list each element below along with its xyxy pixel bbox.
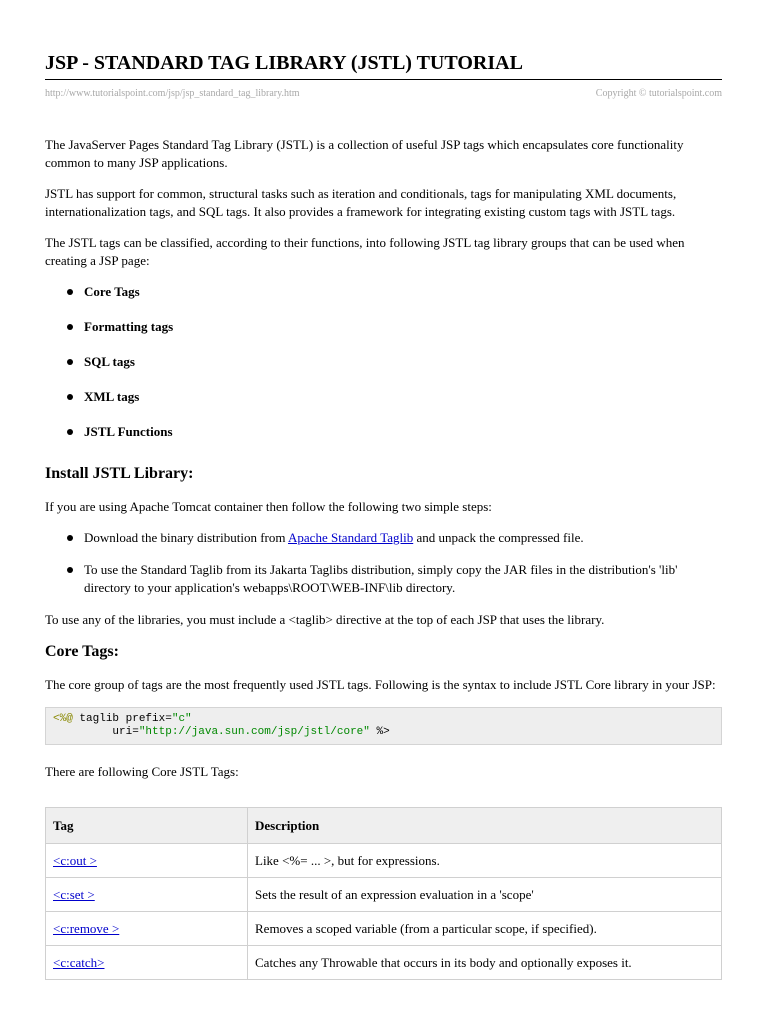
tag-link[interactable]: <c:remove > [53, 920, 120, 936]
intro-paragraph-1: The JavaServer Pages Standard Tag Library (JSTL) is a collection of useful JSP tags which encapsulates core functionality common to many JSP applications. [45, 137, 684, 170]
source-url: http://www.tutorialspoint.com/jsp/jsp_standard_tag_library.htm [45, 88, 300, 99]
page-title: JSP - STANDARD TAG LIBRARY (JSTL) TUTORIAL [45, 52, 523, 74]
table-row [46, 946, 722, 980]
apache-taglib-link[interactable]: Apache Standard Taglib [288, 530, 414, 545]
intro-paragraph-2: JSTL has support for common, structural tasks such as iteration and conditionals, tags for manipulating XML documents, internationalization tags, and SQL tags. It also provides a framework for integrating existing custom tags with JSTL tags. [45, 186, 677, 219]
code-token: %> [369, 726, 390, 738]
tag-cell [46, 946, 248, 980]
code-token: "c" [171, 713, 192, 725]
description-cell: Like <%= ... >, but for expressions. [248, 844, 722, 878]
description-cell: Removes a scoped variable (from a particular scope, if specified). [248, 912, 722, 946]
table-row [46, 912, 722, 946]
install-step-2: To use the Standard Taglib from its Jakarta Taglibs distribution, simply copy the JAR files in the distribution's 'lib' directory to your application's webapps\ROOT\WEB-INF\lib directory. [45, 561, 722, 597]
code-token: taglib prefix= [72, 713, 172, 725]
step-text: Download the binary distribution from [84, 530, 289, 545]
core-paragraph: The core group of tags are the most frequently used JSTL tags. Following is the syntax to include JSTL Core library in your JSP: [45, 677, 716, 692]
column-header-description: Description [248, 808, 722, 844]
tag-link[interactable]: <c:catch> [53, 954, 105, 970]
core-tags-intro: There are following Core JSTL Tags: [45, 764, 239, 779]
table-row [46, 878, 722, 912]
code-block [45, 707, 722, 745]
install-paragraph: If you are using Apache Tomcat container then follow the following two simple steps: [45, 499, 492, 514]
tag-link[interactable]: <c:out > [53, 852, 97, 868]
tag-cell [46, 912, 248, 946]
title-divider [45, 79, 722, 80]
section-heading-core: Core Tags: [45, 643, 119, 660]
document-body [45, 136, 722, 980]
install-steps-list [45, 529, 722, 597]
list-item: Core Tags [45, 283, 722, 318]
install-step-1 [45, 529, 722, 547]
description-cell: Catches any Throwable that occurs in its body and optionally exposes it. [248, 946, 722, 980]
intro-paragraph-3: The JSTL tags can be classified, according to their functions, into following JSTL tag library groups that can be used when creating a JSP page: [45, 235, 685, 268]
list-item: JSTL Functions [45, 423, 722, 458]
code-token: uri= [53, 726, 139, 738]
core-tags-table [45, 807, 722, 980]
copyright-notice: Copyright © tutorialspoint.com [595, 88, 722, 99]
tag-cell [46, 844, 248, 878]
tag-cell [46, 878, 248, 912]
list-item: SQL tags [45, 353, 722, 388]
code-token: "http://java.sun.com/jsp/jstl/core" [138, 726, 370, 738]
table-row [46, 844, 722, 878]
column-header-tag: Tag [46, 808, 248, 844]
taglib-directive-paragraph: To use any of the libraries, you must include a <taglib> directive at the top of each JSP that uses the library. [45, 612, 605, 627]
list-item: XML tags [45, 388, 722, 423]
code-token: <%@ [53, 713, 73, 725]
table-header-row [46, 808, 722, 844]
step-text: and unpack the compressed file. [413, 530, 584, 545]
list-item: Formatting tags [45, 318, 722, 353]
section-heading-install: Install JSTL Library: [45, 465, 194, 482]
tag-link[interactable]: <c:set > [53, 886, 95, 902]
description-cell: Sets the result of an expression evaluation in a 'scope' [248, 878, 722, 912]
tag-group-list [45, 283, 722, 458]
